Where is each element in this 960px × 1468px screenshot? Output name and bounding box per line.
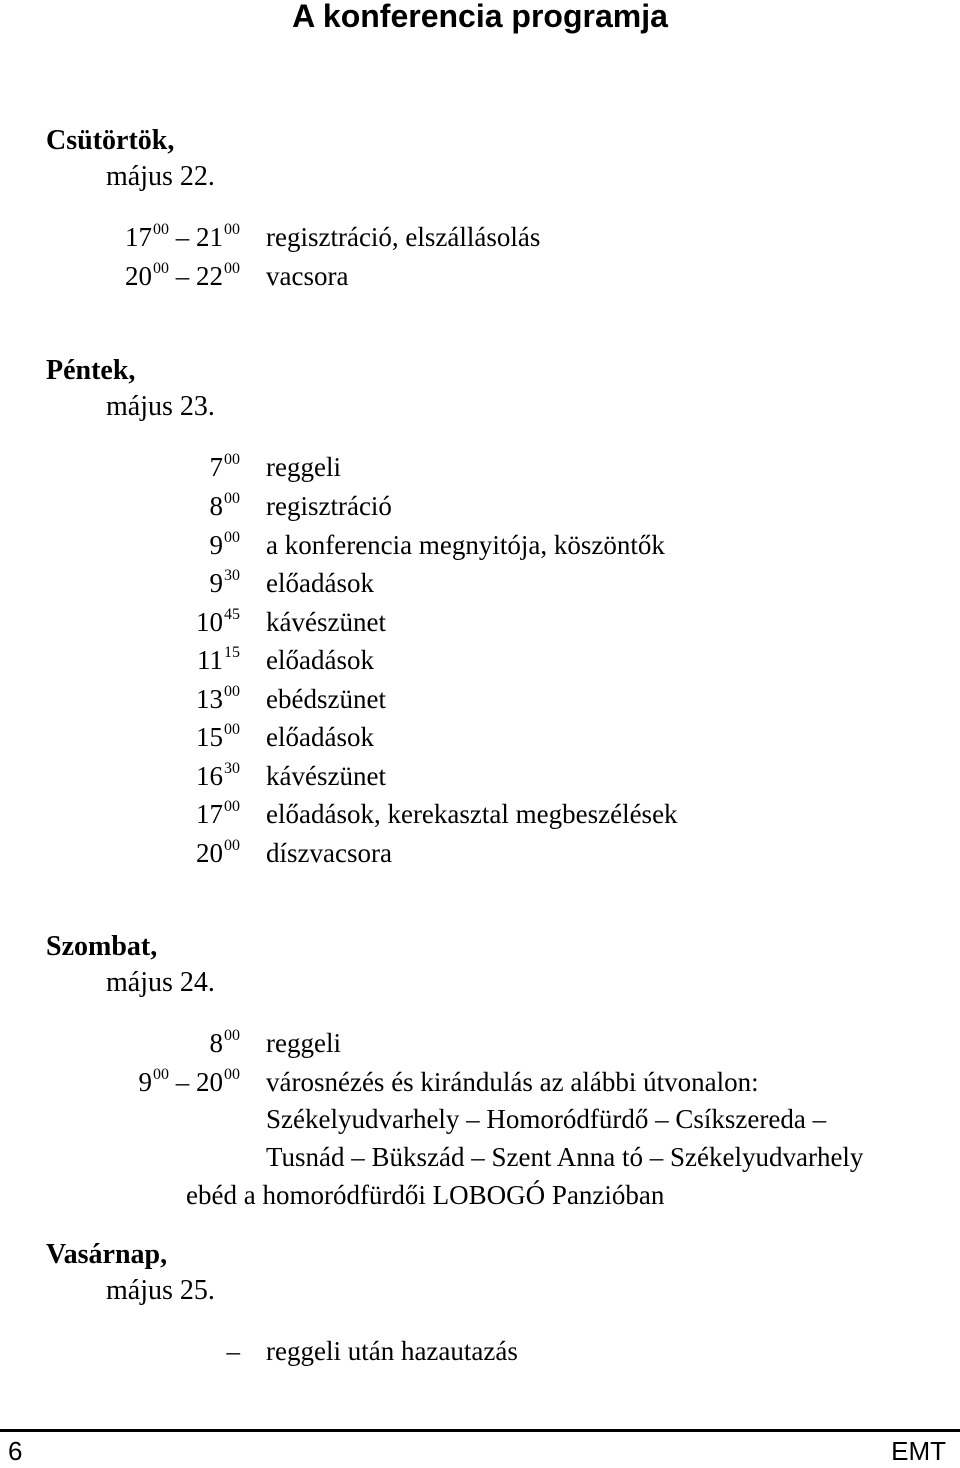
- day-date-sunday: május 25.: [106, 1275, 215, 1306]
- schedule-row: [0, 605, 960, 639]
- time: $13^{00}$: [196, 683, 240, 714]
- day-date-saturday: május 24.: [106, 967, 215, 998]
- schedule-row: [0, 220, 960, 254]
- schedule-row: [0, 759, 960, 793]
- event-description: reggeli: [266, 452, 341, 482]
- schedule-row: [0, 643, 960, 677]
- event-description: reggeli: [266, 1028, 341, 1058]
- page-title: A konferencia programja: [292, 0, 668, 34]
- event-description: előadások, kerekasztal megbeszélések: [266, 799, 678, 829]
- schedule-row: [0, 1065, 960, 1099]
- lunch-note: ebéd a homoródfürdői LOBOGÓ Panzióban: [186, 1180, 665, 1210]
- day-heading-saturday: Szombat,: [46, 931, 158, 962]
- route-line: Tusnád – Bükszád – Szent Anna tó – Székelyudvarhely: [266, 1142, 864, 1172]
- time-range: $17^{00} - 21^{00}$: [125, 221, 240, 252]
- schedule-row: [0, 836, 960, 870]
- time: $17^{00}$: [196, 798, 240, 829]
- event-description: előadások: [266, 568, 374, 598]
- day-heading-thursday: Csütörtök,: [46, 125, 175, 156]
- day-heading-friday: Péntek,: [46, 355, 136, 386]
- dash: –: [226, 1336, 240, 1366]
- time: $16^{30}$: [196, 760, 240, 791]
- event-description: a konferencia megnyitója, köszöntők: [266, 530, 665, 560]
- event-description: előadások: [266, 722, 374, 752]
- schedule-row: [0, 720, 960, 754]
- footer-rule: [0, 1429, 960, 1432]
- schedule-row: [0, 1026, 960, 1060]
- time-range: $9^{00} - 20^{00}$: [138, 1066, 240, 1097]
- time: $8^{00}$: [209, 1027, 240, 1058]
- time: $9^{00}$: [209, 529, 240, 560]
- time: $8^{00}$: [209, 490, 240, 521]
- schedule-row: [0, 566, 960, 600]
- page-number: 6: [8, 1436, 23, 1466]
- event-description: díszvacsora: [266, 838, 392, 868]
- time: $9^{30}$: [209, 567, 240, 598]
- event-description: kávészünet: [266, 761, 386, 791]
- time: $20^{00}$: [196, 837, 240, 868]
- event-description: reggeli után hazautazás: [266, 1336, 518, 1366]
- day-heading-sunday: Vasárnap,: [46, 1239, 168, 1270]
- schedule-row: [0, 528, 960, 562]
- time: $15^{00}$: [196, 721, 240, 752]
- event-description: előadások: [266, 645, 374, 675]
- event-description: regisztráció, elszállásolás: [266, 222, 541, 252]
- schedule-row: [0, 797, 960, 831]
- event-description: városnézés és kirándulás az alábbi útvonalon:: [266, 1067, 759, 1097]
- schedule-row: [0, 259, 960, 293]
- day-date-friday: május 23.: [106, 391, 215, 422]
- event-description: ebédszünet: [266, 684, 386, 714]
- time: $10^{45}$: [196, 606, 240, 637]
- time-range: $20^{00} - 22^{00}$: [125, 260, 240, 291]
- time: $7^{00}$: [209, 451, 240, 482]
- schedule-row: [0, 682, 960, 716]
- publisher-mark: EMT: [891, 1436, 946, 1466]
- event-description: vacsora: [266, 261, 349, 291]
- event-description: regisztráció: [266, 491, 392, 521]
- time: $11^{15}$: [197, 644, 240, 675]
- event-description: kávészünet: [266, 607, 386, 637]
- schedule-row: [0, 489, 960, 523]
- schedule-row: [0, 450, 960, 484]
- day-date-thursday: május 22.: [106, 161, 215, 192]
- route-line: Székelyudvarhely – Homoródfürdő – Csíkszereda –: [266, 1104, 827, 1134]
- schedule-row: [0, 1334, 960, 1368]
